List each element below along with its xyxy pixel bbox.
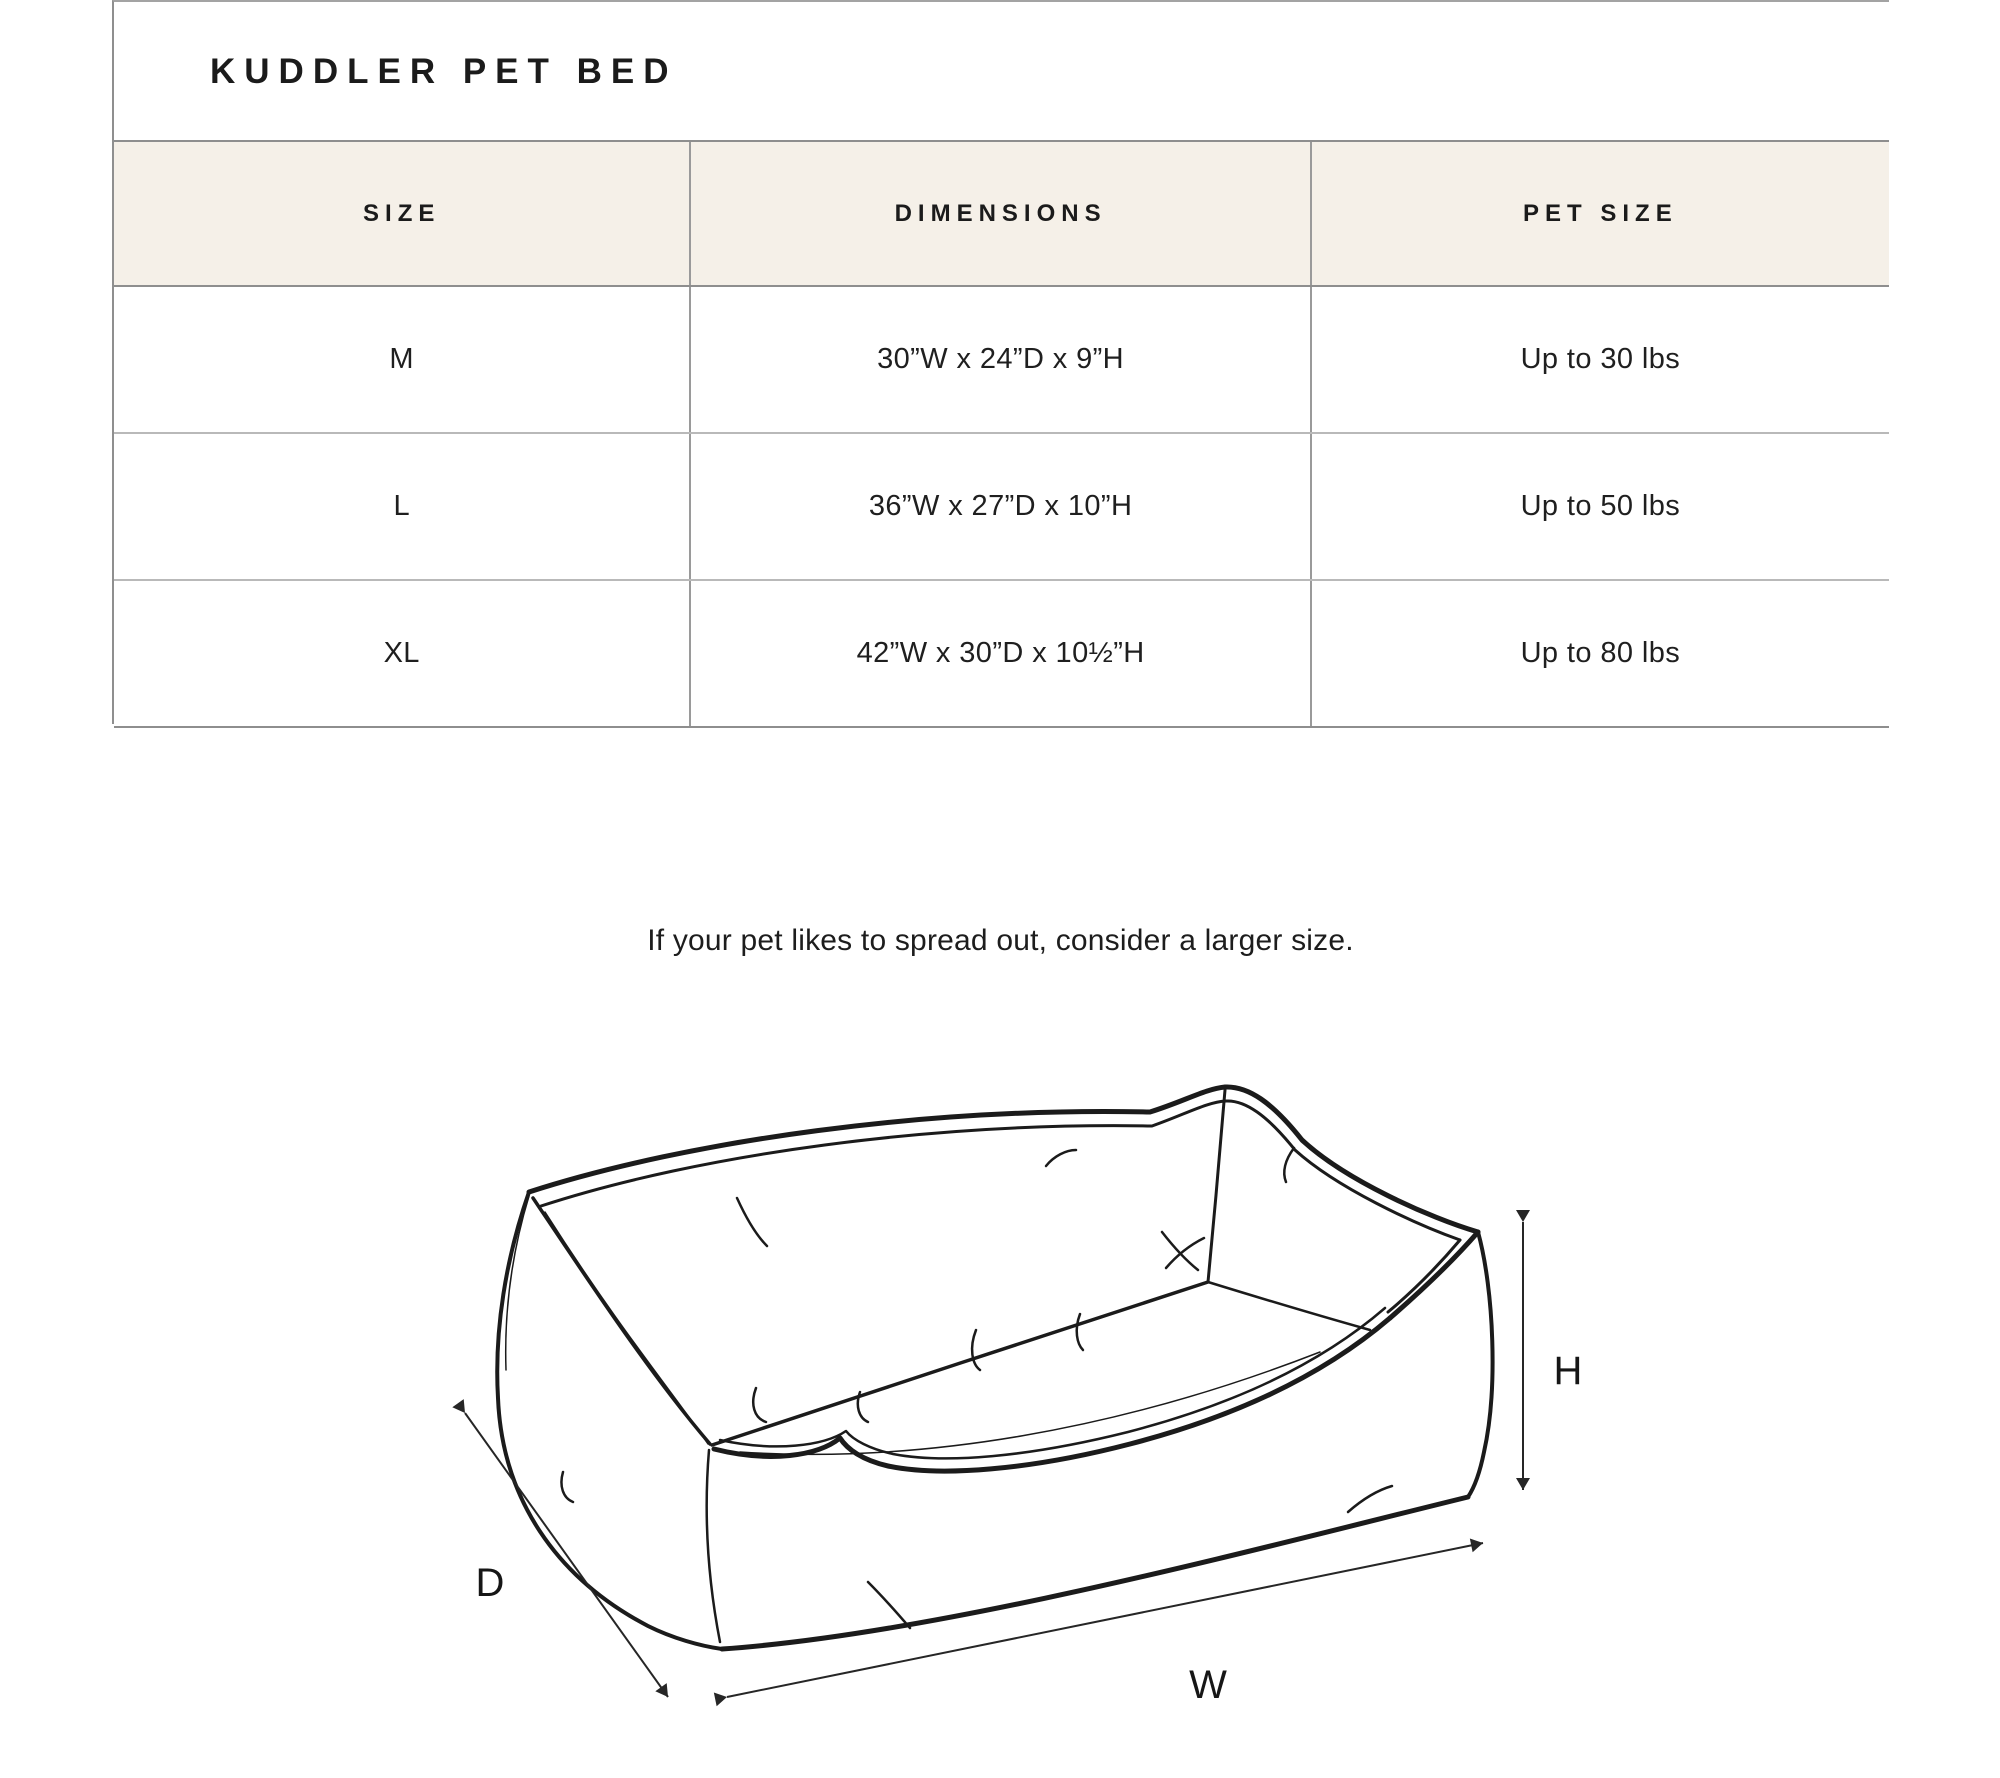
size-cell: L	[114, 434, 691, 579]
dimensions-cell: 42”W x 30”D x 10½”H	[691, 581, 1311, 726]
height-label: H	[1553, 1349, 1583, 1393]
pet-size-cell: Up to 50 lbs	[1520, 490, 1681, 522]
column-header-size: SIZE	[114, 142, 691, 285]
dimensions-cell: 30”W x 24”D x 9”H	[691, 287, 1311, 432]
width-label: W	[1189, 1663, 1227, 1707]
width-arrow	[727, 1543, 1483, 1697]
page-title: KUDDLER PET BED	[210, 52, 678, 91]
pet-size-cell: Up to 80 lbs	[1520, 637, 1681, 669]
pet-bed-sketch	[497, 1087, 1492, 1649]
dimensions-cell: 36”W x 27”D x 10”H	[691, 434, 1311, 579]
column-header-dimensions: DIMENSIONS	[691, 142, 1311, 285]
depth-label: D	[475, 1561, 505, 1605]
pet-size-cell: Up to 30 lbs	[1520, 343, 1681, 375]
size-cell: XL	[114, 581, 691, 726]
size-cell: M	[114, 287, 691, 432]
note-text: If your pet likes to spread out, consider a larger size.	[647, 924, 1354, 957]
depth-arrow	[465, 1413, 668, 1697]
column-header-pet-size: PET SIZE	[1523, 199, 1678, 227]
